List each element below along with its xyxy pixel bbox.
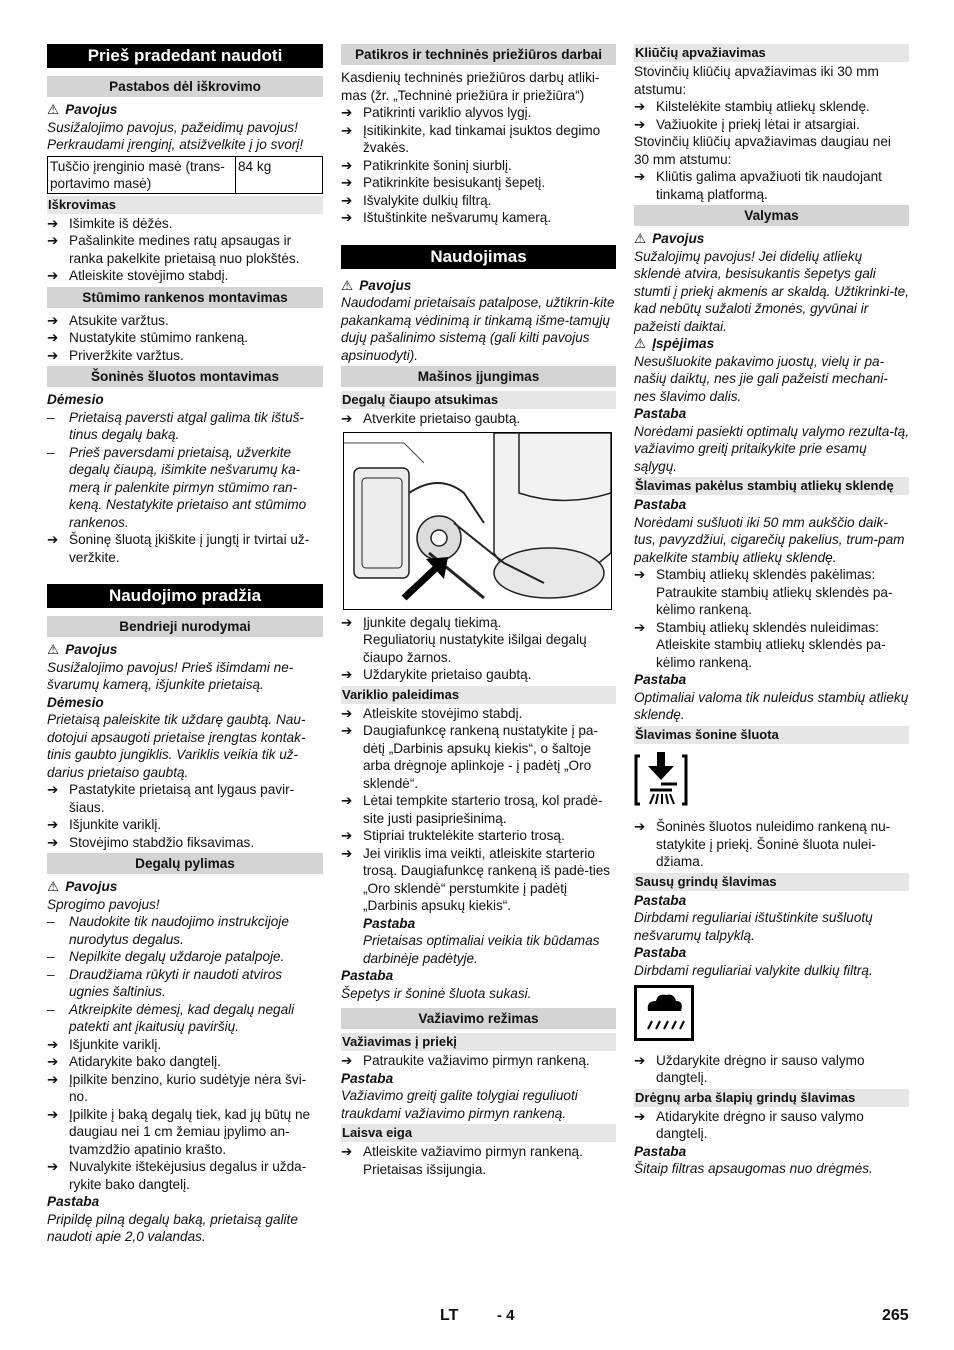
arrow-icon: ➔ <box>341 705 353 721</box>
list-item: ➔ Šoninės šluotos nuleidimo rankeną nu-statykite į priekį. Šoninė šluota nulei-džiama. <box>634 819 891 869</box>
warning-label: ⚠ Įspėjimas <box>634 336 715 351</box>
arrow-icon: ➔ <box>47 782 59 797</box>
warning-label: ⚠ Pavojus <box>47 102 118 117</box>
note-text: Prietaisas optimaliai veikia tik būdamas darbinėje padėtyje. <box>363 933 600 966</box>
arrow-icon: ➔ <box>634 1108 646 1124</box>
warning-text: Nesušluokite pakavimo juostų, vielų ir pa-našių daiktų, nes jie gali pažeisti mechani-nes šlavimo dalis. <box>634 353 888 404</box>
note-label: Pastaba <box>341 968 394 983</box>
arrow-icon: ➔ <box>341 793 353 808</box>
column-2 <box>341 44 616 1178</box>
minor-heading: Sausų grindų šlavimas <box>634 873 909 891</box>
minor-heading: Šlavimas šonine šluota <box>634 726 909 744</box>
minor-heading: Drėgnų arba šlapių grindų šlavimas <box>634 1089 909 1107</box>
list-item: ➔ Šoninę šluotą įkiškite į jungtį ir tvirtai už-veržkite. <box>47 532 310 565</box>
list-item: ➔ Daugiafunkcę rankeną nustatykite į pa-dėtį „Darbinis apsukų kiekis“, o šaltoje arba drėgnoje aplinkoje - į padėtį „Oro sklendė“. <box>341 723 599 791</box>
arrow-icon: ➔ <box>47 268 59 283</box>
minor-heading: Variklio paleidimas <box>341 686 616 704</box>
warning-text: Naudodami prietaisais patalpose, užtikrin-kite pakankamą vėdinimą ir tinkamą išme-tamųjų dujų pašalinimo sistemą (gali kilti pavojus apsinuodyti). <box>341 295 615 363</box>
arrow-icon: ➔ <box>634 567 646 582</box>
list-item: ➔ Atidarykite drėgno ir sauso valymo dangtelį. <box>634 1108 864 1141</box>
arrow-icon: ➔ <box>47 233 59 248</box>
arrow-icon: ➔ <box>47 817 59 832</box>
arrow-icon: ➔ <box>341 845 353 861</box>
dash-icon: – <box>47 914 55 929</box>
arrow-icon: ➔ <box>47 215 59 231</box>
list-item: ➔ Išimkite iš dėžės. <box>47 215 173 231</box>
arrow-icon: ➔ <box>341 1053 353 1068</box>
warning-text: Sprogimo pavojus! <box>47 896 160 912</box>
minor-heading: Kliūčių apvažiavimas <box>634 44 909 62</box>
list-item: ➔ Lėtai tempkite starterio trosą, kol pradė-site justi pasipriešinimą. <box>341 793 603 826</box>
section-heading: Prieš pradedant naudoti <box>47 44 323 68</box>
dash-icon: – <box>47 409 55 425</box>
list-item: ➔ Jei viriklis ima veikti, atleiskite starterio trosą. Daugiafunkcę rankeną iš padė-ties „Oro sklendė“ perstumkite į padėtį „Darbinis apsukų kiekis“. <box>341 845 611 913</box>
arrow-icon: ➔ <box>47 1159 59 1174</box>
warning-text: Sužalojimų pavojus! Jei didelių atliekų sklendė atvira, besisukantis šepetys gali stumti į priekį akmenis ar skaldą. Užtikrinki-te, kad nebūtų sužaloti žmonės, gyvūnai ir pažeisti daiktai. <box>634 248 909 334</box>
note-label: Pastaba <box>634 945 687 960</box>
arrow-icon: ➔ <box>341 828 353 843</box>
paragraph: Stovinčių kliūčių apvažiavimas iki 30 mm atstumu: <box>634 64 879 97</box>
arrow-icon: ➔ <box>341 122 353 138</box>
list-item: – Draudžiama rūkyti ir naudoti atviros ugnies šaltinius. <box>47 966 283 999</box>
note-text: Šitaip filtras apsaugomas nuo drėgmės. <box>634 1161 873 1176</box>
note-text: Optimaliai valoma tik nuleidus stambių atliekų sklendę. <box>634 689 909 722</box>
subsection-heading: Stūmimo rankenos montavimas <box>47 287 323 308</box>
subsection-heading: Degalų pylimas <box>47 853 323 874</box>
wet-floor-icon <box>634 985 909 1046</box>
warning-label: ⚠ Pavojus <box>341 277 412 293</box>
list-item: ➔ Stambių atliekų sklendės pakėlimas: Patraukite stambių atliekų sklendės pa-kėlimo rankeną. <box>634 567 893 617</box>
arrow-icon: ➔ <box>634 619 646 635</box>
minor-heading: Iškrovimas <box>47 196 323 214</box>
note-text: Dirbdami reguliariai ištuštinkite sušluotų nešvarumų talpyklą. <box>634 910 873 943</box>
warning-text: Susižalojimo pavojus! Prieš išimdami ne-švarumų kamerą, išjunkite prietaisą. <box>47 659 294 692</box>
warning-label: ⚠ Pavojus <box>47 642 118 657</box>
fuel-valve-illustration <box>343 432 612 610</box>
caution-text: Prietaisą paleiskite tik uždarę gaubtą. Nau-dotojui apsaugoti prietaise įrengtas kontak-tinis gaubto jungiklis. Variklis veikia tik už-darius prietaiso gaubtą. <box>47 712 306 780</box>
side-broom-lower-icon <box>634 750 909 813</box>
arrow-icon: ➔ <box>47 834 59 850</box>
paragraph: Kasdienių techninės priežiūros darbų atliki-mas (žr. „Techninė priežiūra ir priežiūra“) <box>341 70 600 103</box>
list-item: ➔ Įpilkite benzino, kurio sudėtyje nėra švi-no. <box>47 1071 307 1104</box>
list-item: ➔ Atleiskite važiavimo pirmyn rankeną. Prietaisas išsijungia. <box>341 1144 583 1177</box>
arrow-icon: ➔ <box>341 105 353 120</box>
list-item: ➔ Atsukite varžtus. <box>47 312 169 328</box>
note-text: Šepetys ir šoninė šluota sukasi. <box>341 985 532 1001</box>
note-label: Pastaba <box>634 672 687 687</box>
arrow-icon: ➔ <box>341 210 353 225</box>
arrow-icon: ➔ <box>634 99 646 114</box>
arrow-icon: ➔ <box>47 1036 59 1052</box>
list-item: ➔ Stipriai truktelėkite starterio trosą. <box>341 828 565 843</box>
list-item: ➔ Atverkite prietaiso gaubtą. <box>341 411 521 426</box>
list-item: ➔ Kilstelėkite stambių atliekų sklendę. <box>634 99 870 114</box>
arrow-icon: ➔ <box>341 192 353 208</box>
list-item: ➔ Nustatykite stūmimo rankeną. <box>47 330 249 345</box>
arrow-icon: ➔ <box>634 819 646 834</box>
paragraph: Reguliatorių nustatykite išilgai degalų čiaupo žarnos. <box>363 632 587 665</box>
table-cell-value: 84 kg <box>236 156 323 193</box>
list-item: ➔ Uždarykite drėgno ir sauso valymo dangtelį. <box>634 1052 865 1085</box>
engine-drawing <box>344 433 611 609</box>
list-item: ➔ Priveržkite varžtus. <box>47 347 184 363</box>
subsection-heading: Važiavimo režimas <box>341 1008 616 1029</box>
list-item: ➔ Stambių atliekų sklendės nuleidimas: Atleiskite stambių atliekų sklendės pa-kėlimo rankeną. <box>634 619 886 670</box>
warning-icon: ⚠ <box>634 231 647 246</box>
note-label: Pastaba <box>341 1070 394 1086</box>
subsection-heading: Bendrieji nurodymai <box>47 616 323 637</box>
dash-icon: – <box>47 949 55 964</box>
arrow-icon: ➔ <box>341 667 353 682</box>
arrow-icon: ➔ <box>47 532 59 547</box>
arrow-icon: ➔ <box>634 1052 646 1068</box>
subsection-heading: Pastabos dėl iškrovimo <box>47 76 323 97</box>
list-item: ➔ Ištuštinkite nešvarumų kamerą. <box>341 210 552 225</box>
note-label: Pastaba <box>634 892 687 908</box>
note-text: Norėdami pasiekti optimalų valymo rezulta-tą, važiavimo greitį pritaikykite prie esamų sąlygų. <box>634 423 910 474</box>
warning-icon: ⚠ <box>341 277 354 293</box>
list-item: ➔ Kliūtis galima apvažiuoti tik naudojant tinkamą platformą. <box>634 169 882 202</box>
dash-icon: – <box>47 444 55 460</box>
subsection-heading: Patikros ir techninės priežiūros darbai <box>341 44 616 65</box>
list-item: ➔ Pašalinkite medines ratų apsaugas ir ranka pakelkite prietaisą nuo plokštės. <box>47 233 300 266</box>
list-item: ➔ Atleiskite stovėjimo stabdį. <box>341 705 523 721</box>
warning-icon: ⚠ <box>47 102 60 117</box>
warning-label: ⚠ Pavojus <box>634 231 705 246</box>
list-item: ➔ Patikrinkite besisukantį šepetį. <box>341 175 546 190</box>
list-item: ➔ Išjunkite variklį. <box>47 817 162 832</box>
note-label: Pastaba <box>634 1143 687 1159</box>
list-item: – Atkreipkite dėmesį, kad degalų negali patekti ant įkaitusių paviršių. <box>47 1001 295 1034</box>
list-item: ➔ Atidarykite bako dangtelį. <box>47 1054 221 1069</box>
minor-heading: Važiavimas į priekį <box>341 1033 616 1051</box>
arrow-icon: ➔ <box>341 723 353 738</box>
arrow-icon: ➔ <box>341 175 353 190</box>
list-item: ➔ Įjunkite degalų tiekimą. <box>341 614 502 630</box>
dash-icon: – <box>47 1001 55 1017</box>
note-label: Pastaba <box>634 497 687 512</box>
list-item: ➔ Įsitikinkite, kad tinkamai įsuktos degimo žvakės. <box>341 122 601 155</box>
note-text: Pripildę pilną degalų baką, prietaisą galite naudoti apie 2,0 valandas. <box>47 1211 298 1244</box>
list-item: ➔ Išjunkite variklį. <box>47 1036 162 1052</box>
arrow-icon: ➔ <box>634 116 646 132</box>
arrow-icon: ➔ <box>341 614 353 630</box>
footer-local-page: - 4 <box>497 1307 515 1324</box>
list-item: ➔ Patikrinkite šoninį siurblį. <box>341 157 512 173</box>
minor-heading: Šlavimas pakėlus stambių atliekų sklendę <box>634 477 909 495</box>
subsection-heading: Valymas <box>634 205 909 226</box>
warning-label: ⚠ Pavojus <box>47 879 118 894</box>
list-item: ➔ Uždarykite prietaiso gaubtą. <box>341 667 532 682</box>
table-cell-label: Tuščio įrenginio masė (trans-portavimo masė) <box>48 156 236 193</box>
section-heading: Naudojimo pradžia <box>47 584 323 608</box>
warning-icon: ⚠ <box>634 336 647 351</box>
footer-page-number: 265 <box>882 1307 909 1324</box>
subsection-heading: Mašinos įjungimas <box>341 366 616 387</box>
arrow-icon: ➔ <box>341 1144 353 1159</box>
warning-icon: ⚠ <box>47 879 60 894</box>
minor-heading: Degalų čiaupo atsukimas <box>341 391 616 409</box>
list-item: ➔ Atleiskite stovėjimo stabdį. <box>47 268 229 283</box>
note-label: Pastaba <box>634 406 687 421</box>
note-label: Pastaba <box>363 915 416 931</box>
list-item: ➔ Patikrinti variklio alyvos lygį. <box>341 105 532 120</box>
arrow-icon: ➔ <box>341 157 353 173</box>
note-text: Dirbdami reguliariai valykite dulkių filtrą. <box>634 962 873 978</box>
footer-language: LT <box>440 1307 459 1324</box>
arrow-icon: ➔ <box>47 347 59 363</box>
minor-heading: Laisva eiga <box>341 1124 616 1142</box>
list-item: – Naudokite tik naudojimo instrukcijoje nurodytus degalus. <box>47 914 289 947</box>
list-item: ➔ Įpilkite į baką degalų tiek, kad jų būtų ne daugiau nei 1 cm žemiau įpylimo an-tvamzdžio apatinio krašto. <box>47 1106 311 1157</box>
list-item: ➔ Išvalykite dulkių filtrą. <box>341 192 492 208</box>
arrow-icon: ➔ <box>634 169 646 184</box>
list-item: ➔ Pastatykite prietaisą ant lygaus pavir-šiaus. <box>47 782 295 815</box>
arrow-icon: ➔ <box>47 1071 59 1087</box>
list-item: – Prieš paversdami prietaisą, užverkite degalų čiaupą, išimkite nešvarumų ka-merą ir palenkite pirmyn stūmimo ran-keną. Nestatykite prietaiso ant stūmimo rankenos. <box>47 444 307 530</box>
list-item: – Prietaisą paversti atgal galima tik ištuš-tinus degalų baką. <box>47 409 304 442</box>
note-text: Norėdami sušluoti iki 50 mm aukščio daik-tus, pavyzdžiui, cigarečių pakelius, trum-pam pakelkite stambių atliekų sklendę. <box>634 514 905 565</box>
column-1 <box>47 44 323 1246</box>
arrow-icon: ➔ <box>47 330 59 345</box>
list-item: ➔ Važiuokite į priekį lėtai ir atsargiai. <box>634 116 860 132</box>
arrow-icon: ➔ <box>47 1054 59 1069</box>
paragraph: Stovinčių kliūčių apvažiavimas daugiau nei 30 mm atstumu: <box>634 134 891 167</box>
section-heading: Naudojimas <box>341 245 616 269</box>
warning-text: Susižalojimo pavojus, pažeidimų pavojus! Perkraudami įrenginį, atsižvelkite į jo svorį! <box>47 119 304 152</box>
dash-icon: – <box>47 966 55 982</box>
note-label: Pastaba <box>47 1194 100 1209</box>
arrow-icon: ➔ <box>341 411 353 426</box>
table-row <box>48 156 323 193</box>
list-item: ➔ Patraukite važiavimo pirmyn rankeną. <box>341 1053 590 1068</box>
caution-label: Dėmesio <box>47 694 104 710</box>
warning-icon: ⚠ <box>47 642 60 657</box>
spec-table <box>47 156 323 194</box>
caution-label: Dėmesio <box>47 392 104 407</box>
list-item: – Nepilkite degalų uždaroje patalpoje. <box>47 949 285 964</box>
arrow-icon: ➔ <box>47 312 59 328</box>
column-3 <box>634 44 909 1178</box>
note-text: Važiavimo greitį galite tolygiai reguliuoti traukdami važiavimo pirmyn rankeną. <box>341 1088 578 1121</box>
arrow-icon: ➔ <box>47 1106 59 1122</box>
list-item: ➔ Stovėjimo stabdžio fiksavimas. <box>47 834 255 850</box>
list-item: ➔ Nuvalykite ištekėjusius degalus ir užda-rykite bako dangtelį. <box>47 1159 307 1192</box>
subsection-heading: Šoninės šluotos montavimas <box>47 366 323 387</box>
